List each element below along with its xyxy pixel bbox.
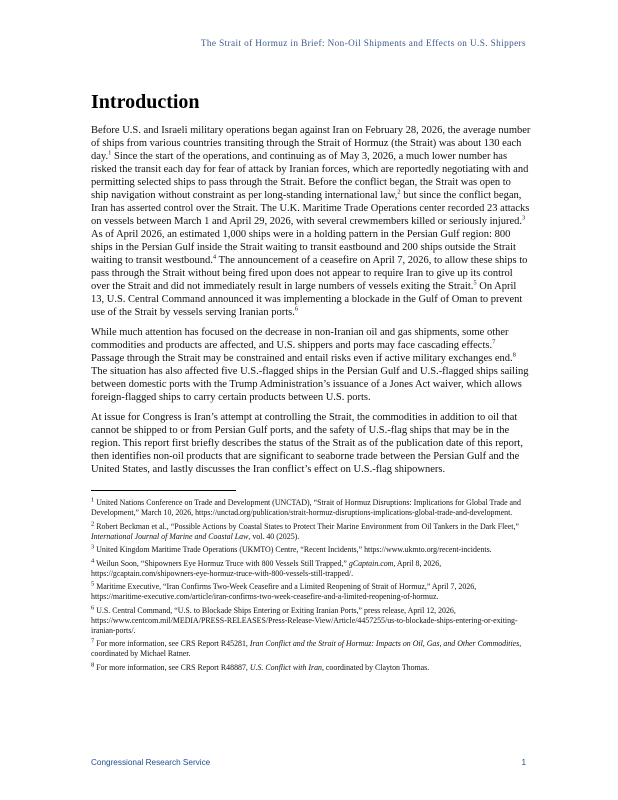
text-run: , coordinated by Michael Ratner. <box>91 639 522 658</box>
text-run: , coordinated by Clayton Thomas. <box>321 662 430 672</box>
running-header: The Strait of Hormuz in Brief: Non-Oil Shipments and Effects on U.S. Shippers <box>200 38 526 48</box>
italic-text: International Journal of Marine and Coastal Law <box>91 531 249 541</box>
body-paragraphs <box>91 124 531 476</box>
text-run: Before U.S. and Israeli military operations began against Iran on February 28, 2026, the average number of ships from various countries transiting through the Strait of Hormuz (the Strait) was about 130 each day. <box>91 125 531 162</box>
text-run: At issue for Congress is Iran’s attempt at controlling the Strait, the commodities in addition to oil that cannot be shipped to or from Persian Gulf ports, and the safety of U.S.-flag ships that may be in the region. This report first briefly describes the status of the Strait as of the publication date of this report, then identifies non-oil products that are significant to seaborne trade between the Persian Gulf and the United States, and lastly discusses the Iran conflict’s effect on U.S.-flag shipowners. <box>91 412 523 475</box>
footnote-number: 6 <box>91 603 95 611</box>
report-body <box>91 91 531 676</box>
text-run: As of April 2026, an estimated 1,000 ships were in a holding pattern in the Persian Gulf region: 800 ships in the Persian Gulf inside the Strait waiting to transit eastbound and 200 ships outside the Strait waiting to transit westbound. <box>91 229 516 266</box>
text-run: Weilun Soon, “Shipowners Eye Hormuz Truce with 800 Vessels Still Trapped,” <box>94 558 349 568</box>
footnote-number: 3 <box>91 543 95 551</box>
text-run: , vol. 40 (2025). <box>248 531 300 541</box>
footnote-ref: 8 <box>512 351 516 359</box>
text-run: For more information, see CRS Report R45281, <box>94 639 250 648</box>
text-run: On April 13, U.S. Central Command announced it was implementing a blockade in the Gulf of Oman to prevent use of the Strait by vessels serving Iranian ports. <box>91 281 523 318</box>
footnote <box>91 660 531 673</box>
footnote <box>91 639 531 659</box>
footnote-ref: 7 <box>492 338 496 346</box>
footer-organization: Congressional Research Service <box>91 758 211 767</box>
body-paragraph <box>91 124 531 319</box>
text-run: Since the start of the operations, and continuing as of May 3, 2026, a much lower number has risked the transit each day for fear of attack by Iranian forces, which are reportedly negotiating with and permitting selected ships to pass through the Strait. Before the conflict began, the Strait was open to ship navigation without constraint as per long-standing international law, <box>91 151 529 201</box>
footnote <box>91 603 531 636</box>
footnote <box>91 498 531 518</box>
footnote <box>91 582 531 602</box>
footnote-ref: 2 <box>397 188 401 196</box>
footnote-ref: 5 <box>473 279 477 287</box>
footnote-ref: 6 <box>294 305 299 313</box>
italic-text: gCaptain.com <box>348 558 394 568</box>
footnote-ref: 4 <box>212 253 217 261</box>
text-run: The announcement of a ceasefire on April 7, 2026, to allow these ships to pass through the Strait without being fired upon does not appear to require Iran to give up its control over the Strait and did not immediately result in large numbers of vessels exiting the Strait. <box>91 255 528 292</box>
text-run: The situation has also affected five U.S.-flagged ships in the Persian Gulf and U.S.-flagged ships sailing between domestic ports with the Trump Administration’s issuance of a Jones Act waiver, which allows foreign-flagged ships to carry certain products between U.S. ports. <box>91 366 529 403</box>
footnote-divider <box>91 490 236 491</box>
text-run: Maritime Executive, “Iran Confirms Two-Week Ceasefire and a Limited Reopening of Strait of Hormuz,” April 7, 2026, https://maritime-executive.com/article/iran-confirms-two-week-ceasefire-and-a-limited-reopening-of-hormuz. <box>91 582 477 601</box>
text-run: but since the conflict began, Iran has asserted control over the Strait. The U.K. Maritime Trade Operations center recorded 23 attacks on vessels between March 1 and April 29, 2026, with several crewmembers killed or seriously injured. <box>91 190 530 227</box>
footnote-number: 4 <box>91 556 95 564</box>
text-run: , April 8, 2026, https://gcaptain.com/shipowners-eye-hormuz-truce-with-800-vessels-still-trapped/. <box>91 558 442 578</box>
text-run: United Kingdom Maritime Trade Operations (UKMTO) Centre, “Recent Incidents,” https://www.ukmto.org/recent-incidents. <box>94 545 492 554</box>
text-run: U.S. Central Command, “U.S. to Blockade Ships Entering or Exiting Iranian Ports,” press release, April 12, 2026, https://www.centcom.mil/MEDIA/PRESS-RELEASES/Press-Release-View/Article/4457255/us-to-blockade-ships-entering-or-exiting-iranian-ports/. <box>91 605 518 635</box>
body-paragraph <box>91 411 531 476</box>
footnote-number: 8 <box>91 660 95 668</box>
text-run: Robert Beckman et al., “Possible Actions by Coastal States to Protect Their Marine Environment from Oil Tankers in the Dark Fleet,” <box>94 521 519 531</box>
footnote <box>91 519 531 542</box>
text-run: For more information, see CRS Report R48887, <box>94 662 250 672</box>
italic-text: Iran Conflict and the Strait of Hormuz: Impacts on Oil, Gas, and Other Commodities <box>249 639 520 648</box>
page-number: 1 <box>521 758 526 767</box>
italic-text: U.S. Conflict with Iran <box>249 662 322 672</box>
footnote-number: 1 <box>91 496 95 504</box>
footnote <box>91 545 531 555</box>
text-run: While much attention has focused on the decrease in non-Iranian oil and gas shipments, some other commodities and products are affected, and U.S. shippers and ports may face cascading effects. <box>91 327 509 351</box>
footnote-ref: 1 <box>108 149 112 157</box>
footnote-number: 5 <box>91 580 95 588</box>
body-paragraph <box>91 326 531 404</box>
footnote <box>91 556 531 579</box>
footnote-number: 7 <box>91 637 95 645</box>
footnotes <box>91 498 531 673</box>
footnote-ref: 3 <box>521 214 526 222</box>
text-run: United Nations Conference on Trade and Development (UNCTAD), “Strait of Hormuz Disruptions: Implications for Global Trade and Development,” March 10, 2026, https://unctad.org/publication/strait-hormuz-disruptions-implications-global-trade-and-development. <box>91 498 521 517</box>
footnote-number: 2 <box>91 519 95 527</box>
section-title: Introduction <box>91 91 200 113</box>
text-run: Passage through the Strait may be constrained and entail risks even if active military exchanges end. <box>91 353 513 364</box>
